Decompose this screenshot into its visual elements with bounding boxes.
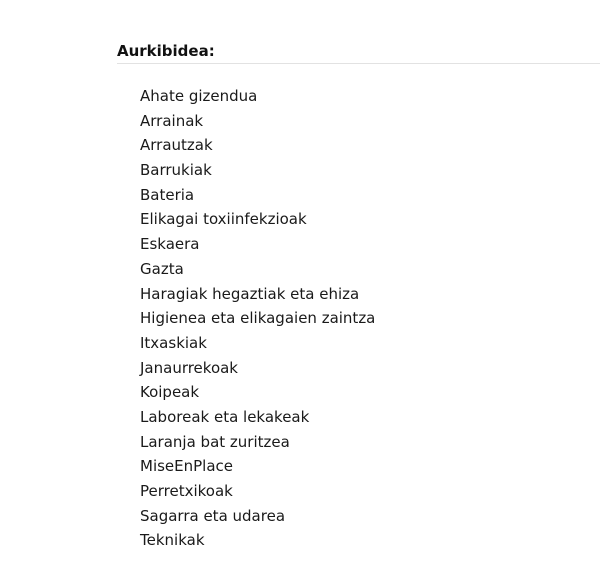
toc-item: [140, 207, 600, 232]
toc-item: [140, 232, 600, 257]
toc-item: [140, 504, 600, 529]
toc-item: [140, 430, 600, 455]
toc-link-higienea-eta-elikagaien-zaintza[interactable]: Higienea eta elikagaien zaintza: [140, 309, 376, 328]
toc-link-haragiak-hegaztiak-eta-ehiza[interactable]: Haragiak hegaztiak eta ehiza: [140, 284, 360, 303]
toc-link-laboreak-eta-lekakeak[interactable]: Laboreak eta lekakeak: [140, 407, 310, 426]
toc-title: Aurkibidea:: [117, 42, 215, 60]
toc-link-laranja-bat-zuritzea[interactable]: Laranja bat zuritzea: [140, 432, 290, 451]
toc-link-gazta[interactable]: Gazta: [140, 259, 184, 278]
toc-link-perretxikoak[interactable]: Perretxikoak: [140, 482, 233, 500]
toc-link-teknikak[interactable]: Teknikak: [140, 531, 205, 550]
toc-item: [140, 257, 600, 282]
toc-item: [140, 528, 600, 553]
toc-item: [140, 84, 600, 109]
toc-item: [140, 282, 600, 307]
toc-link-miseenplace[interactable]: MiseEnPlace: [140, 457, 234, 476]
toc-link-arrautzak[interactable]: Arrautzak: [140, 136, 213, 155]
toc-link-elikagai-toxiinfekzioak[interactable]: Elikagai toxiinfekzioak: [140, 210, 307, 229]
toc-item: [140, 158, 600, 183]
toc-link-arrainak[interactable]: Arrainak: [140, 111, 204, 130]
toc-item: [140, 306, 600, 331]
toc-link-ahate-gizendua[interactable]: Ahate gizendua: [140, 87, 258, 105]
toc-item: [140, 133, 600, 158]
toc-item: [140, 380, 600, 405]
toc-link-koipeak[interactable]: Koipeak: [140, 383, 200, 402]
toc-item: [140, 479, 600, 504]
toc-item: [140, 331, 600, 356]
toc-item: [140, 454, 600, 479]
toc-link-itxaskiak[interactable]: Itxaskiak: [140, 333, 207, 352]
toc-link-barrukiak[interactable]: Barrukiak: [140, 161, 212, 180]
toc-list: [117, 64, 600, 553]
toc-link-sagarra-eta-udarea[interactable]: Sagarra eta udarea: [140, 506, 286, 525]
toc-link-janaurrekoak[interactable]: Janaurrekoak: [140, 358, 238, 377]
toc-item: [140, 356, 600, 381]
table-of-contents: [117, 0, 600, 553]
toc-link-bateria[interactable]: Bateria: [140, 185, 195, 204]
toc-item: [140, 183, 600, 208]
toc-item: [140, 109, 600, 134]
toc-link-eskaera[interactable]: Eskaera: [140, 235, 200, 254]
toc-item: [140, 405, 600, 430]
